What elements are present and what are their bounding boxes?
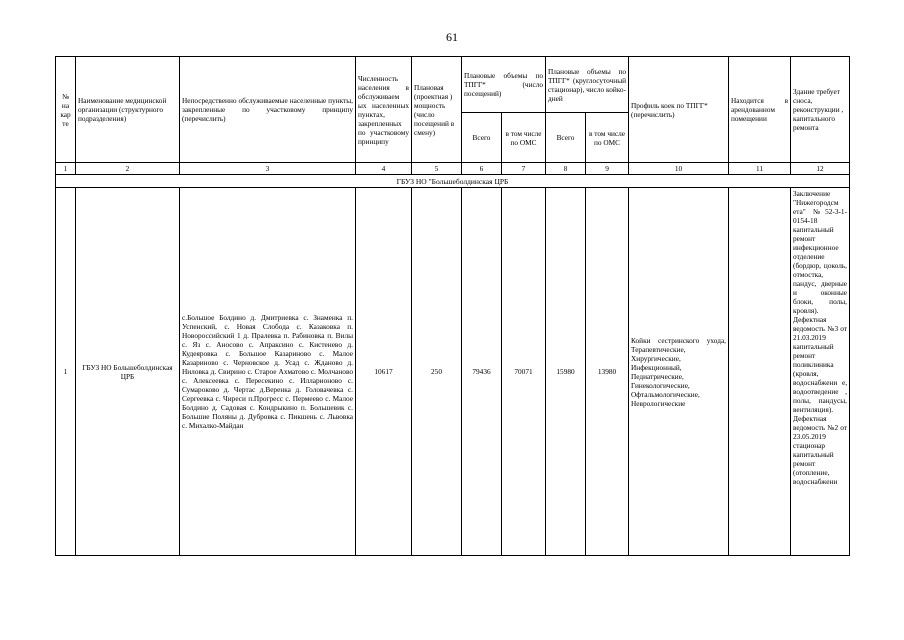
cell-profile: Койки сестринского ухода, Терапевтические, Хирургические, Инфекционный, Педиатрические, Гинекологические, Офтальмологические, Неврологические — [629, 188, 729, 556]
col-index: 8 — [546, 163, 586, 175]
header-rented: Находится в арендованном помещении — [729, 57, 791, 163]
header-population: Численность населения в обслуживаем ых населенных пунктах, закрепленных по участковому принципу — [356, 57, 412, 163]
cell-visits-total: 79436 — [462, 188, 502, 556]
header-repair: Здание требует сноса, реконструкции , капитального ремонта — [791, 57, 850, 163]
header-row — [56, 57, 850, 113]
col-index: 2 — [76, 163, 180, 175]
header-num: № на кар те — [56, 57, 76, 163]
cell-num: 1 — [56, 188, 76, 556]
table-row — [56, 188, 850, 556]
header-beddays-total: Всего — [546, 113, 586, 163]
cell-org-name: ГБУЗ НО Большеболдинская ЦРБ — [76, 188, 180, 556]
cell-repair: Заключение "Нижегородсм ета" №52-3-1-0154-18 капитальный ремонт инфекционное отделение (бордюр, цоколь, отмостка, пандус, дверные и оконные блоки, полы, кровля). Дефектная ведомость №3 от 21.03.2019 капитальный ремонт поликлиника (кровля, водоснабжени е, водоотведение , полы, пандусы, вентиляция). Дефектная ведомость №2 от 23.05.2019 стационар капитальный ремонт (отопление, водоснабжени — [791, 188, 850, 556]
cell-capacity: 250 — [412, 188, 462, 556]
cell-population: 10617 — [356, 188, 412, 556]
org-title-row — [56, 175, 850, 188]
cell-settlements: с.Большое Болдино д. Дмитриевка с. Знаменка п. Успенский, с. Новая Слобода с. Казаковка п. Новороссийский 1 д. Пралевка п. Рабиновка п. Вилы с. Яз с. Аносово с. Апраксино с. Кистенево д. Кудеяровка с. Большое Казариново с. Малое Казариново с. Черновское д. Усад с. Жданово д. Ниловка д. Свирино с. Старое Ахматово с. Молчаново с. Алексеевка с. Пересекино с. Илларионово с. Сумароково д. Чертас д.Веренка д. Головачевка с. Сергеевка с. Чиреси п.Прогресс с. Пермеево с. Малое Болдино д. Садовая с. Кондрыкино п. Большевик с. Большие Поляны д. Дубровка с. Пикшень с. Львовка с. Михалко-Майдан — [180, 188, 356, 556]
col-index: 3 — [180, 163, 356, 175]
header-visits-oms: в том числе по ОМС — [502, 113, 546, 163]
col-index: 6 — [462, 163, 502, 175]
cell-visits-oms: 70071 — [502, 188, 546, 556]
col-index: 11 — [729, 163, 791, 175]
header-beddays-group: Плановые объемы по ТПГГ* (круглосуточный стационар), число койко-дней — [546, 57, 629, 113]
col-index: 5 — [412, 163, 462, 175]
col-index: 1 — [56, 163, 76, 175]
col-index: 12 — [791, 163, 850, 175]
page-number: 61 — [446, 30, 458, 44]
col-index: 7 — [502, 163, 546, 175]
header-org-name: Наименование медицинской организации (структурного подразделения) — [76, 57, 180, 163]
org-section-title: ГБУЗ НО "Большеболдинская ЦРБ — [56, 175, 850, 188]
cell-beddays-oms: 13980 — [586, 188, 629, 556]
header-beddays-oms: в том числе по ОМС — [586, 113, 629, 163]
header-settlements: Непосредственно обслуживаемые населенные пункты, закрепленные по участковому принципу (перечислить) — [180, 57, 356, 163]
header-capacity: Плановая (проектная ) мощность (число посещений в смену) — [412, 57, 462, 163]
header-visits-group: Плановые объемы по ТПГГ* (число посещений) — [462, 57, 546, 113]
col-index: 10 — [629, 163, 729, 175]
cell-rented — [729, 188, 791, 556]
column-index-row — [56, 163, 850, 175]
header-profile: Профиль коек по ТПГГ* (перечислить) — [629, 57, 729, 163]
cell-beddays-total: 15980 — [546, 188, 586, 556]
col-index: 9 — [586, 163, 629, 175]
header-visits-total: Всего — [462, 113, 502, 163]
col-index: 4 — [356, 163, 412, 175]
medical-organizations-table — [55, 56, 850, 556]
